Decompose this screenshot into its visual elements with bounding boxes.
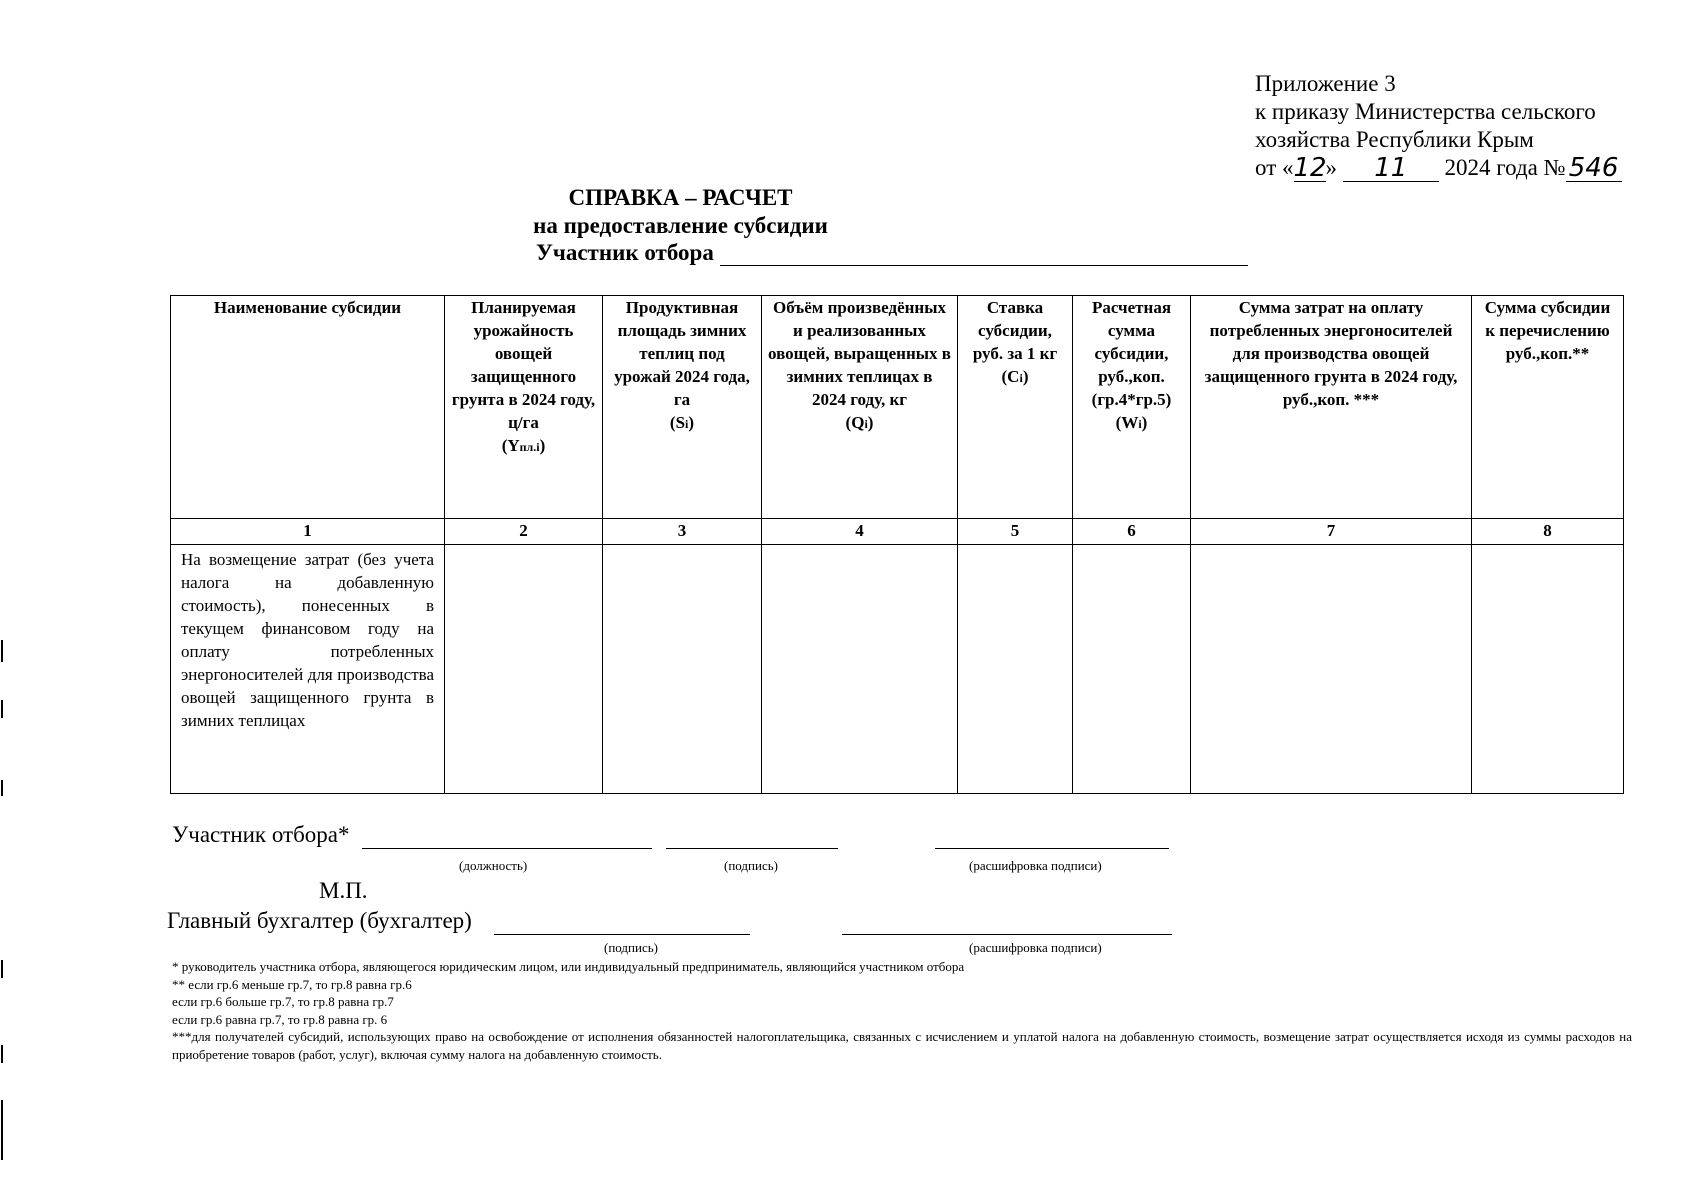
header-cell: Объём произведённых и реализованных овощей, выращенных в зимних теплицах в 2024 году, кг (Qi) [762, 296, 958, 519]
accountant-decryption-caption: (расшифровка подписи) [969, 940, 1102, 955]
header-cell: Планируемая урожайность овощей защищенного грунта в 2024 году, ц/га (Yпл.i) [445, 296, 603, 519]
decryption-caption: (расшифровка подписи) [969, 858, 1102, 873]
appendix-year-text: 2024 года № [1444, 155, 1566, 180]
scan-edge-mark [1, 1045, 3, 1063]
accountant-decryption-line[interactable] [842, 912, 1172, 935]
subsidy-name-cell: На возмещение затрат (без учета налога на добавленную стоимость), понесенных в текущем финансовом году на оплату потребленных энергоносителей для производства овощей защищенного грунта в зимних теплицах [171, 545, 445, 794]
decryption-line[interactable] [935, 826, 1169, 849]
header-cell: Сумма субсидии к перечислению руб.,коп.** [1472, 296, 1624, 519]
scan-edge-mark [1, 700, 3, 718]
column-number: 4 [762, 519, 958, 545]
header-cell: Наименование субсидии [171, 296, 445, 519]
accountant-signature-caption: (подпись) [604, 940, 658, 955]
header-cell: Расчетная сумма субсидии, руб.,коп. (гр.4*гр.5) (Wi) [1073, 296, 1191, 519]
scan-edge-mark [1, 780, 3, 796]
scan-edge-mark [1, 640, 3, 662]
position-line[interactable] [362, 826, 652, 849]
document-title: СПРАВКА – РАСЧЕТ [568, 185, 793, 210]
document-subtitle: на предоставление субсидии [533, 213, 828, 238]
signature-line[interactable] [666, 826, 838, 849]
appendix-number: 546 [1566, 155, 1622, 182]
footnote: если гр.6 больше гр.7, то гр.8 равна гр.7 [172, 994, 394, 1009]
subsidy-table [170, 295, 1624, 794]
table-header-row [171, 296, 1624, 519]
empty-input-cell[interactable] [603, 545, 762, 794]
appendix-line3: хозяйства Республики Крым [1255, 127, 1534, 152]
footnotes [172, 958, 1632, 1063]
column-number: 6 [1073, 519, 1191, 545]
empty-input-cell[interactable] [445, 545, 603, 794]
appendix-block [1255, 70, 1622, 182]
stamp-label: М.П. [319, 878, 368, 903]
column-number: 8 [1472, 519, 1624, 545]
footnote: если гр.6 равна гр.7, то гр.8 равна гр. 6 [172, 1011, 388, 1027]
accountant-signature-line[interactable] [494, 912, 750, 935]
column-number: 1 [171, 519, 445, 545]
footnote: * руководитель участника отбора, являющегося юридическим лицом, или индивидуальный предприниматель, являющийся участником отбора [172, 959, 965, 974]
footnote: ** если гр.6 меньше гр.7, то гр.8 равна гр.6 [172, 976, 412, 992]
accountant-label: Главный бухгалтер (бухгалтер) [167, 908, 472, 933]
empty-input-cell[interactable] [1191, 545, 1472, 794]
signature-caption: (подпись) [724, 858, 778, 873]
column-number: 2 [445, 519, 603, 545]
table-row [171, 545, 1624, 794]
appendix-date-line: от «12» 11 2024 года № 546 [1255, 154, 1622, 182]
footnote: ***для получателей субсидий, использующих право на освобождение от исполнения обязанностей налогоплательщика, связанных с исчислением и уплатой налога на добавленную стоимость, возмещение затрат осуществляется исходя из суммы расходов на приобретение товаров (работ, услуг), включая сумму налога на добавленную стоимость. [172, 1029, 1632, 1062]
participant-line [720, 243, 1248, 266]
column-number: 5 [958, 519, 1073, 545]
appendix-month: 11 [1343, 155, 1439, 182]
column-number: 3 [603, 519, 762, 545]
empty-input-cell[interactable] [1073, 545, 1191, 794]
header-cell: Ставка субсидии, руб. за 1 кг (Ci) [958, 296, 1073, 519]
position-caption: (должность) [459, 858, 528, 873]
participant-label: Участник отбора [536, 240, 714, 265]
appendix-line1: Приложение 3 [1255, 71, 1396, 96]
column-number: 7 [1191, 519, 1472, 545]
scan-edge-mark [1, 1100, 3, 1160]
appendix-day: 12 [1293, 153, 1327, 183]
participant-field [536, 240, 1248, 266]
empty-input-cell[interactable] [958, 545, 1073, 794]
appendix-line2: к приказу Министерства сельского [1255, 99, 1596, 124]
empty-input-cell[interactable] [1472, 545, 1624, 794]
header-cell: Сумма затрат на оплату потребленных энергоносителей для производства овощей защищенного грунта в 2024 году, руб.,коп. *** [1191, 296, 1472, 519]
participant-signature-label: Участник отбора* [172, 822, 350, 847]
empty-input-cell[interactable] [762, 545, 958, 794]
column-number-row [171, 519, 1624, 545]
header-cell: Продуктивная площадь зимних теплиц под урожай 2024 года, га (Si) [603, 296, 762, 519]
scan-edge-mark [1, 960, 3, 978]
